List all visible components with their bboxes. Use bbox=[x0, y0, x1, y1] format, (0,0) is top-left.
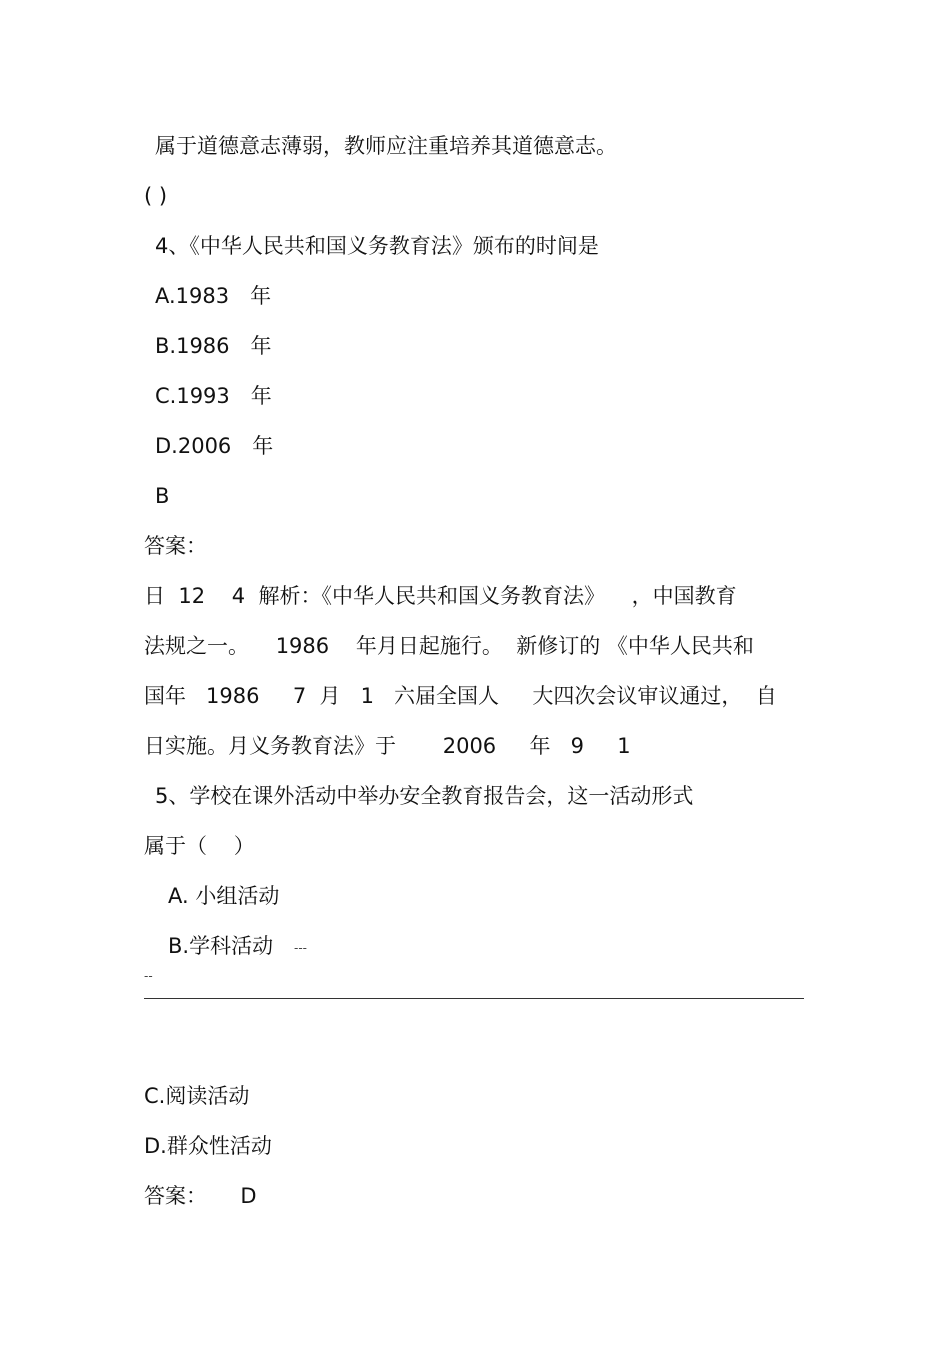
question-4: 4、《中华人民共和国义务教育法》颁布的时间是 bbox=[155, 234, 599, 258]
answer-label: 答案： bbox=[144, 534, 207, 558]
option-c: C.1993 年 bbox=[155, 384, 272, 408]
answer-letter: B bbox=[155, 484, 170, 508]
explanation-line-2: 法规之一。 1986 年月日起施行。 新修订的 《中华人民共和 bbox=[144, 634, 754, 658]
explanation-line-4: 日实施。月义务教育法》于 2006 年 9 1 bbox=[144, 734, 631, 758]
option-b: B.学科活动 bbox=[168, 934, 274, 958]
paragraph-text: 属于道德意志薄弱，教师应注重培养其道德意志。 bbox=[155, 134, 617, 158]
answer-line: 答案： D bbox=[144, 1184, 257, 1208]
dash-mark: --- bbox=[294, 941, 307, 955]
page-divider bbox=[144, 998, 804, 999]
explanation-line-1: 日 12 4 解析：《中华人民共和国义务教育法》 ，中国教育 bbox=[144, 584, 737, 608]
option-b: B.1986 年 bbox=[155, 334, 272, 358]
explanation-line-3: 国年 1986 7 月 1 六届全国人 大四次会议审议通过， 自 bbox=[144, 684, 777, 708]
dash-mark: -- bbox=[144, 969, 153, 983]
answer-blank: ( ) bbox=[144, 184, 168, 208]
question-5: 5、学校在课外活动中举办安全教育报告会，这一活动形式 bbox=[155, 784, 694, 808]
option-a: A. 小组活动 bbox=[168, 884, 280, 908]
option-d: D.群众性活动 bbox=[144, 1134, 272, 1158]
option-a: A.1983 年 bbox=[155, 284, 272, 308]
option-c: C.阅读活动 bbox=[144, 1084, 250, 1108]
question-5-continued: 属于（ ） bbox=[144, 834, 255, 858]
option-d: D.2006 年 bbox=[155, 434, 274, 458]
